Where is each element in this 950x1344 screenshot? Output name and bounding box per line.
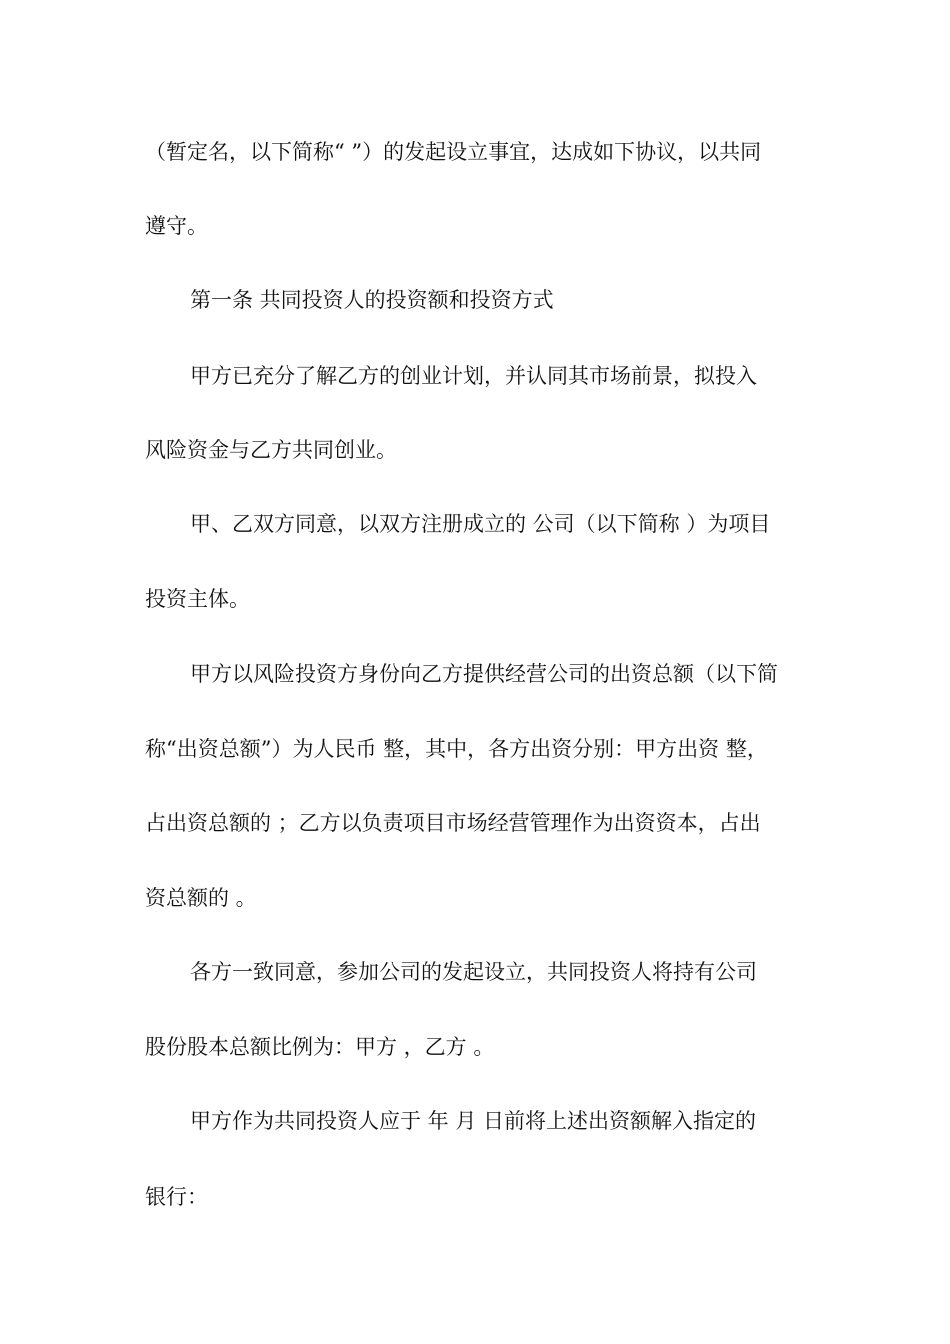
paragraph-line: 资总额的 。 (145, 886, 257, 910)
paragraph-line: 称“出资总额”）为人民币 整，其中，各方出资分别：甲方出资 整， (145, 737, 768, 761)
section-heading: 第一条 共同投资人的投资额和投资方式 (190, 288, 554, 312)
paragraph-line: 各方一致同意，参加公司的发起设立，共同投资人将持有公司 (190, 960, 757, 984)
paragraph-line: 投资主体。 (145, 587, 250, 611)
paragraph-line: 甲方已充分了解乙方的创业计划，并认同其市场前景，拟投入 (190, 364, 757, 388)
paragraph-line: （暂定名，以下简称“ ”）的发起设立事宜，达成如下协议，以共同 (145, 140, 762, 164)
paragraph-line: 遵守。 (145, 214, 208, 238)
paragraph-line: 风险资金与乙方共同创业。 (145, 438, 397, 462)
paragraph-line: 股份股本总额比例为：甲方 ，乙方 。 (145, 1035, 495, 1059)
paragraph-line: 银行： (145, 1185, 208, 1209)
paragraph-line: 甲、乙双方同意，以双方注册成立的 公司（以下简称 ）为项目 (190, 512, 771, 536)
paragraph-line: 占出资总额的 ；乙方以负责项目市场经营管理作为出资资本，占出 (145, 811, 761, 835)
paragraph-line: 甲方以风险投资方身份向乙方提供经营公司的出资总额（以下简 (190, 662, 778, 686)
paragraph-line: 甲方作为共同投资人应于 年 月 日前将上述出资额解入指定的 (190, 1109, 757, 1133)
